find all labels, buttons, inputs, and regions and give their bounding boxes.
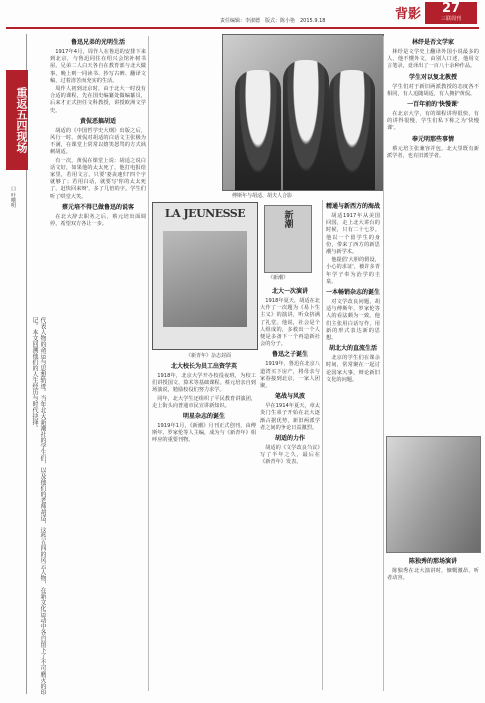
paragraph: 胡适的《文学改良刍议》写了半年之久，最后在《新青年》发表。	[260, 445, 320, 466]
column-heading: 北大校长为员工出资学英	[170, 363, 237, 370]
magazine-illustration	[163, 231, 247, 327]
paragraph: 在北京大学，有的课程讲得很快，有的讲得很慢，学生们私下称之为'快慢课'。	[387, 111, 479, 132]
column-heading: 鲁迅之子诞生	[271, 351, 308, 359]
column-divider	[383, 36, 384, 691]
paragraph: 学生们对于新旧两派教授的态度各不相同，有人追随胡适，有人拥护黄侃。	[387, 83, 479, 97]
banner-lead: 代表人物的命运与思想轨迹。当年北大新潮社的学生们，以及他们的老师胡适，这些五四的风云人物，在新文化运动中各自留下了不可磨灭的印记。本文回溯他们的人生经历与时代抉择。	[31, 317, 46, 695]
paragraph: 有一次，黄侃在课堂上说：胡适之说白话文好，如果他的太太死了，他打电报给家里，若用文言，只要'妻丧速归'四个字就够了；若用白话，就要写'你的太太死了，赶快回来呀'，多了几倍的字。学生们听了哄堂大笑。	[50, 157, 146, 200]
article-column-4	[326, 200, 380, 690]
page-number-badge	[425, 2, 477, 24]
photo-figure	[329, 70, 375, 190]
paragraph: 1919年1月，《新潮》月刊正式创刊，由傅斯年、罗家伦等人主编，成为与《新青年》相呼应的重要刊物。	[152, 423, 256, 444]
historical-photo	[222, 34, 384, 191]
column-heading: 鲁迅兄弟的光明生活	[70, 39, 125, 46]
column-heading: 一本畅销杂志的诞生	[326, 289, 380, 297]
journal-cover-title: 新潮	[282, 210, 293, 228]
paragraph: 胡适的《中国哲学史大纲》出版之后，风行一时。黄侃对胡适的白话文主张极为不满，在课堂上常常以嬉笑怒骂的方式讽刺胡适。	[50, 127, 146, 156]
column-heading: 一百年前的'快慢课'	[407, 101, 459, 109]
column-heading: 林纾是否文学家	[411, 39, 454, 46]
paragraph: 1919年，鲁迅在北京八道湾买下房产，将母亲与家眷接到北京，一家人团聚。	[260, 361, 320, 390]
paragraph: 对文学改良问题，胡适与傅斯年、罗家伦等人的看法颇为一致。他们主张用白话写作，用新的形式表达新的思想。	[326, 299, 380, 342]
banner-author: 口 叶曙明	[10, 186, 16, 208]
journal-cover-image	[264, 205, 312, 273]
paragraph: 1917年4月，周作人在鲁迅的安排下来到北京，与鲁迅同住在绍兴会馆补树书屋。兄弟二人白天各自在教育部与北大做事，晚上则一同读书、抄写古碑、翻译文稿，过着清苦而充实的生活。	[50, 49, 146, 84]
column-divider	[322, 200, 323, 690]
paragraph: 蔡元培主张兼容并包，北大里既有新派学者，也有旧派学者。	[387, 145, 479, 159]
banner-title: 重返五四现场	[6, 70, 28, 170]
paragraph: 林纾是文学史上翻译外国小说最多的人，他不懂外文，由别人口述，他用文言笔录，竟译出了一百八十余种作品。	[387, 49, 479, 70]
page-number: 27	[441, 1, 461, 16]
article-column-3	[260, 285, 320, 691]
paragraph: 在北大辞去职务之后，蔡元培出面调停，希望双方各让一步。	[50, 213, 146, 228]
photo-figure	[235, 70, 281, 190]
column-divider	[148, 36, 149, 691]
paragraph: 胡适1917年从美国回国，走上北大讲台的时候，只有二十七岁。他以一个留学生的身份，带来了西方的新思潮与新学术。	[326, 213, 380, 256]
header-meta: 责任编辑：李淑德 版式：陈小艳 2015.9.18	[220, 18, 326, 24]
paragraph: 同年，北大学生还组织了平民教育讲演团，走上街头向普通市民宣讲新知识。	[152, 395, 256, 409]
section-title: 背影	[395, 7, 422, 22]
column-heading: 明星杂志的诞生	[182, 413, 225, 421]
magazine-cover-image	[152, 202, 258, 350]
paragraph: 北京的学生们在课余时间，常常聚在一起讨论国家大事，辩论新旧文化的问题。	[326, 355, 380, 383]
column-heading: 胡适的力作	[274, 435, 305, 443]
column-heading: 蔡元培不得已做鲁迅的说客	[61, 203, 134, 211]
column-heading: 奉元明那些事情	[411, 135, 454, 143]
column-heading: 胡北大的直流生活	[328, 345, 377, 353]
header-rule	[6, 27, 479, 29]
column-heading: 笔战与风波	[274, 393, 305, 401]
paper-name: 三联周刊	[440, 16, 461, 22]
paragraph: 周作人初到北京时，由于北大一时没有合适的课程，先在国史编纂处做编纂员，后来才正式担任文科教授，讲授欧洲文学史。	[50, 86, 146, 114]
page-header	[0, 0, 485, 26]
journal-caption: 《新潮》	[268, 275, 289, 281]
paragraph: 陈独秀在北大演讲时，慷慨激昂，听者动容。	[387, 568, 479, 582]
column-heading: 陈独秀的那场演讲	[408, 558, 457, 565]
article-column-5-continued	[387, 555, 479, 691]
photo-caption: 傅斯年与胡适、胡夫人合影	[232, 193, 293, 199]
paragraph: 他提倡'大胆的假设，小心的求证'，被许多青年学子奉为治学的圭臬。	[326, 257, 380, 285]
photo-figure	[283, 60, 329, 190]
article-column-1	[50, 36, 146, 691]
article-column-5	[387, 36, 479, 434]
portrait-photo	[386, 436, 481, 553]
paragraph: 1918年，北京大学开办校役夜班，为校工们讲授国文、算术等基础课程。蔡元培亲自到场演说，勉励校役们努力求学。	[152, 373, 256, 394]
article-column-2	[152, 360, 256, 690]
paragraph: 1918年夏天，胡适在北大作了一次题为《易卜生主义》的演讲，听众挤满了礼堂。他说，社会是个人组成的，多救出一个人便是多备下一个再造新社会的分子。	[260, 298, 320, 348]
column-heading: 黄侃恶搞胡适	[79, 117, 116, 125]
column-heading: 学生对以复北教授	[408, 73, 457, 81]
magazine-title: LA JEUNESSE	[164, 207, 246, 220]
paragraph: 早在1914年夏天，章太炎门生弟子开始在北大逐渐占据优势，新旧两派学者之间的争论日益激烈。	[260, 403, 320, 431]
column-heading: 北大一次演讲	[271, 288, 308, 295]
column-heading: 精通与新西方的海战	[326, 203, 380, 210]
magazine-caption: 《新青年》杂志封面	[186, 353, 232, 359]
